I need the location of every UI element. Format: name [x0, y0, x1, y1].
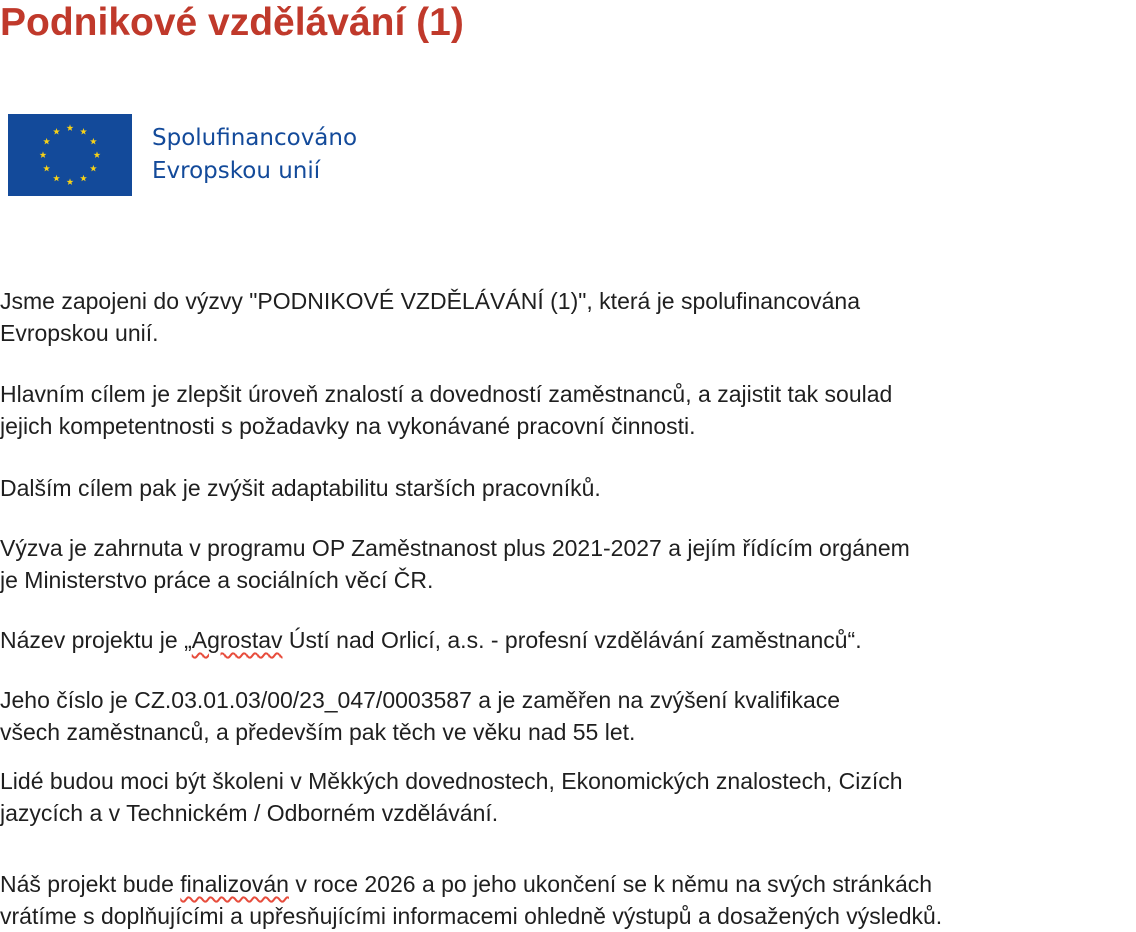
- eu-logo-line-2: Evropskou unií: [152, 158, 321, 184]
- paragraph-project-number: [0, 684, 840, 748]
- paragraph-line: Jeho číslo je CZ.03.01.03/00/23_047/0003587 a je zaměřen na zvýšení kvalifikace: [0, 687, 841, 713]
- paragraph-line: [0, 624, 862, 656]
- text-segment: Název projektu je „: [0, 627, 192, 653]
- paragraph-programme: [0, 532, 910, 596]
- text-segment: v roce 2026 a po jeho ukončení se k němu na svých stránkách: [288, 871, 933, 897]
- paragraph-line: Dalším cílem pak je zvýšit adaptabilitu starších pracovníků.: [0, 475, 601, 501]
- text-segment: Ústí nad Orlicí, a.s. - profesní vzdělávání zaměstnanců“.: [282, 627, 862, 653]
- paragraph-line: vrátíme s doplňujícími a upřesňujícími informacemi ohledně výstupů a dosažených výsledků.: [0, 903, 943, 929]
- paragraph-line: Lidé budou moci být školeni v Měkkých dovednostech, Ekonomických znalostech, Cizích: [0, 768, 903, 794]
- paragraph-line: Jsme zapojeni do výzvy "PODNIKOVÉ VZDĚLÁVÁNÍ (1)", která je spolufinancována: [0, 288, 861, 314]
- paragraph-line: Hlavním cílem je zlepšit úroveň znalostí a dovedností zaměstnanců, a zajistit tak soulad: [0, 381, 893, 407]
- paragraph-line: [0, 868, 942, 900]
- spellcheck-flagged-word[interactable]: finalizován: [180, 871, 289, 897]
- paragraph-project-name: [0, 624, 862, 656]
- paragraph-line: jejich kompetentnosti s požadavky na vykonávané pracovní činnosti.: [0, 413, 696, 439]
- paragraph-secondary-goal: [0, 472, 601, 504]
- paragraph-main-goal: [0, 378, 892, 442]
- paragraph-line: Evropskou unií.: [0, 320, 159, 346]
- eu-logo-line-1: Spolufinancováno: [152, 125, 358, 151]
- paragraph-line: je Ministerstvo práce a sociálních věcí ČR.: [0, 567, 434, 593]
- paragraph-line: všech zaměstnanců, a především pak těch ve věku nad 55 let.: [0, 719, 636, 745]
- paragraph-training-areas: [0, 765, 903, 829]
- eu-logo-text: [152, 122, 357, 188]
- eu-flag-icon: [8, 114, 132, 196]
- text-segment: Náš projekt bude: [0, 871, 181, 897]
- paragraph-completion: [0, 868, 942, 932]
- paragraph-intro: [0, 285, 860, 349]
- spellcheck-flagged-word[interactable]: Agrostav: [191, 627, 283, 653]
- eu-cofinanced-logo: [8, 114, 357, 196]
- paragraph-line: Výzva je zahrnuta v programu OP Zaměstnanost plus 2021-2027 a jejím řídícím orgánem: [0, 535, 910, 561]
- page-title: Podnikové vzdělávání (1): [0, 1, 464, 44]
- paragraph-line: jazycích a v Technickém / Odborném vzdělávání.: [0, 800, 499, 826]
